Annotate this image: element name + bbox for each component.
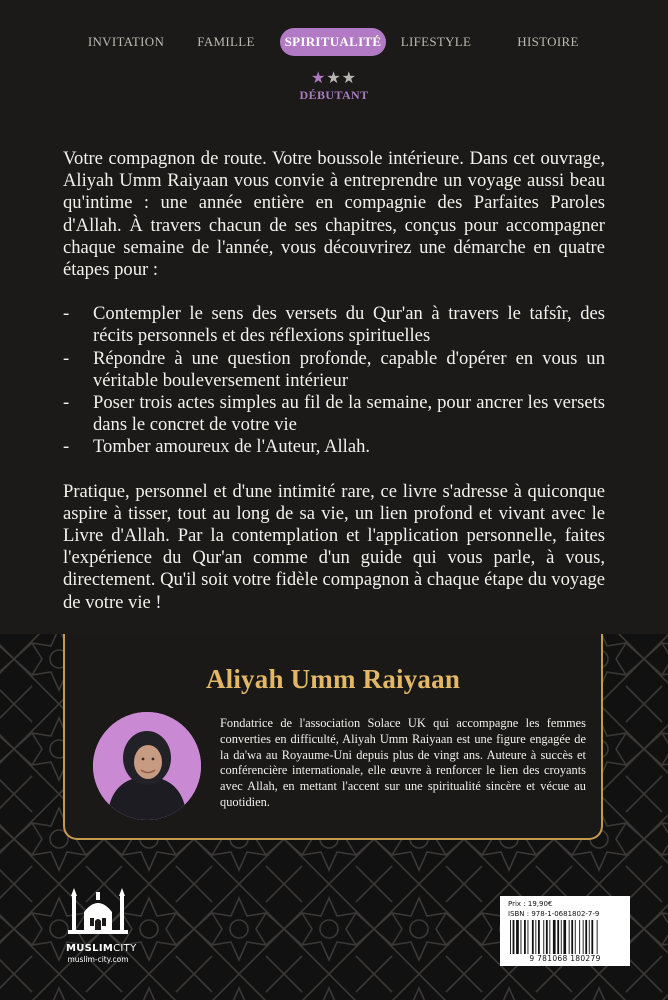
barcode-bar (569, 920, 570, 954)
mosque-icon (66, 886, 130, 938)
list-bullet: - (63, 303, 70, 325)
star-filled-icon: ★ (310, 68, 327, 87)
publisher-name-light: CITY (113, 943, 137, 954)
list-item (63, 392, 605, 436)
list-item (63, 303, 605, 347)
barcode-bar (549, 920, 550, 954)
steps-list (63, 303, 605, 458)
star-empty-icon: ★ (341, 68, 358, 87)
ean-digits: 9 781068 180279 (529, 954, 601, 963)
barcode-bar (591, 920, 593, 954)
barcode-bar (589, 920, 590, 954)
list-bullet: - (63, 347, 70, 369)
barcode-bar (553, 920, 556, 954)
barcode-bar (546, 920, 548, 954)
isbn-text: ISBN : 978-1-0681802-7-9 (508, 910, 600, 918)
nav-item-spiritualite[interactable]: SPIRITUALITÉ (280, 28, 386, 56)
barcode-bar (583, 920, 584, 954)
step-text: Répondre à une question profonde, capable d'opérer en vous un véritable bouleversement intérieur (93, 347, 605, 391)
barcode-bar (557, 920, 559, 954)
nav-item-histoire[interactable]: HISTOIRE (517, 34, 579, 49)
barcode-bar (513, 920, 515, 954)
list-item (63, 436, 605, 458)
barcode-bar (563, 920, 566, 954)
barcode-bar (571, 920, 573, 954)
barcode-bar (597, 920, 598, 954)
difficulty-stars (0, 68, 668, 87)
difficulty-label: DÉBUTANT (299, 88, 369, 102)
author-name: Aliyah Umm Raiyaan (205, 664, 461, 694)
barcode-graphic (508, 920, 622, 954)
barcode-bar (585, 920, 587, 954)
barcode-bar (535, 920, 536, 954)
author-bio: Fondatrice de l'association Solace UK qui accompagne les femmes converties en difficulté, Aliyah Umm Raiyaan est une figure engagée de la da'wa au Royaume-Uni depuis plus de vingt ans. Auteure à succès et conférencière internationale, elle œuvre à renforcer le lien des croyants avec Allah, en mettant l'accent sur une spiritualité sincère et vécue au quotidien. (220, 716, 586, 809)
publisher-name (66, 943, 137, 954)
star-empty-icon: ★ (326, 68, 342, 87)
step-text: Contempler le sens des versets du Qur'an à travers le tafsîr, des récits personnels et des réflexions spirituelles (93, 303, 605, 347)
publisher-url: muslim-city.com (67, 955, 129, 964)
barcode-bar (528, 920, 529, 954)
list-item (63, 348, 605, 392)
book-summary (63, 148, 605, 614)
step-text: Tomber amoureux de l'Auteur, Allah. (93, 436, 371, 458)
barcode-bar (532, 920, 534, 954)
difficulty-level (0, 68, 668, 103)
barcode-bar (524, 920, 526, 954)
nav-item-famille[interactable]: FAMILLE (197, 34, 255, 49)
author-card (63, 634, 603, 840)
barcode-label (500, 896, 630, 966)
category-nav (0, 28, 668, 56)
nav-item-lifestyle[interactable]: LIFESTYLE (400, 34, 472, 49)
barcode-bar (543, 920, 544, 954)
summary-intro: Votre compagnon de route. Votre boussole intérieure. Dans cet ouvrage, Aliyah Umm Raiyaan vous convie à entreprendre un voyage aussi beau qu'intime : une année entière en compagnie des Parfaites Paroles d'Allah. À travers chacun de ses chapitres, conçus pour accompagner chaque semaine de l'année, vous découvrirez une démarche en quatre étapes pour : (63, 148, 605, 281)
barcode-bar (510, 920, 511, 954)
barcode-bar (521, 920, 522, 954)
publisher-name-bold: MUSLIM (66, 943, 114, 954)
list-bullet: - (63, 392, 70, 414)
barcode-bar (561, 920, 562, 954)
publisher-logo (66, 886, 137, 966)
barcode-bar (579, 920, 580, 954)
list-bullet: - (63, 436, 70, 458)
barcode-bar (538, 920, 540, 954)
nav-item-invitation[interactable]: INVITATION (87, 34, 165, 49)
price-text: Prix : 19,90€ (508, 900, 553, 908)
barcode-bar (575, 920, 576, 954)
barcode-bar (516, 920, 519, 954)
author-photo (93, 712, 201, 820)
summary-closing: Pratique, personnel et d'une intimité rare, ce livre s'adresse à quiconque aspire à tisser, tout au long de sa vie, un lien profond et vivant avec le Livre d'Allah. Par la contemplation et l'application personnelle, faites l'expérience du Qur'an comme d'un guide qui vous parle, à vous, directement. Qu'il soit votre fidèle compagnon à chaque étape du voyage de votre vie ! (63, 480, 605, 613)
step-text: Poser trois actes simples au fil de la semaine, pour ancrer les versets dans le concret de votre vie (93, 392, 605, 436)
